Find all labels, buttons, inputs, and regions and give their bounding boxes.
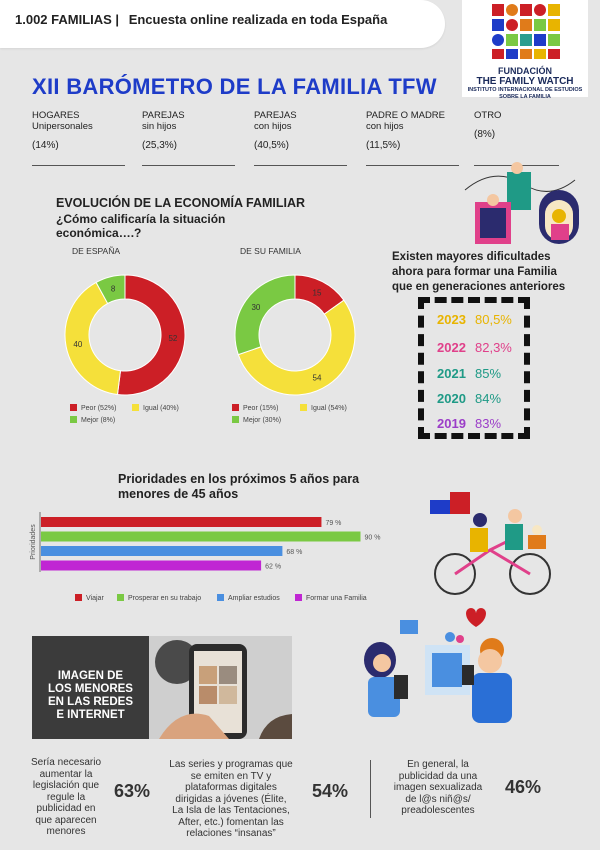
household-pct: (25,3%) [142, 140, 178, 151]
stat-text-l6: After, etc.) fomentan las [178, 816, 284, 828]
year-value: 84% [475, 391, 502, 406]
survey-description: Encuesta online realizada en toda España [128, 12, 388, 27]
divider [32, 165, 125, 166]
household-type [142, 110, 252, 151]
household-label: OTRO [474, 110, 502, 121]
logo-line3: INSTITUTO INTERNACIONAL DE ESTUDIOS [467, 87, 583, 93]
stat-text-l2: publicidad da una [398, 770, 478, 782]
legend-item [300, 404, 347, 412]
legend-item [232, 404, 278, 412]
stat-text-l5: preadolescentes [401, 805, 475, 816]
economy-title: EVOLUCIÓN DE LA ECONOMÍA FAMILIAR [56, 196, 306, 210]
donut-title-spain: DE ESPAÑA [72, 246, 121, 256]
legend-swatch [132, 404, 139, 411]
legend-item [232, 416, 281, 424]
minors-box-l3: EN LAS REDES [48, 696, 133, 708]
minors-box-l4: E INTERNET [56, 709, 125, 721]
household-sublabel: sin hijos [142, 121, 177, 132]
stat-text-l1: En general, la [407, 759, 469, 770]
legend-item [295, 594, 367, 602]
household-type [32, 110, 142, 151]
year-label: 2023 [437, 312, 466, 327]
divider [254, 165, 347, 166]
legend-item [70, 416, 115, 424]
stat-percentage: 63% [114, 781, 151, 801]
legend-label: Prosperar en su trabajo [128, 595, 202, 602]
legend-item [75, 594, 104, 602]
social-media-illustration [350, 605, 530, 740]
household-sublabel: con hijos [254, 121, 292, 132]
household-pct: (14%) [32, 140, 59, 151]
stat-block [22, 757, 110, 838]
legend-item [217, 594, 280, 602]
logo [462, 0, 588, 100]
household-pct: (11,5%) [366, 140, 401, 151]
legend-swatch [300, 404, 307, 411]
year-row [437, 416, 501, 431]
minors-box-text [32, 670, 149, 722]
family-illustration [455, 160, 585, 250]
bar-value-label: 90 % [364, 534, 381, 542]
bar-formar-una-familia [41, 561, 261, 571]
household-label: PADRE O MADRE [366, 110, 446, 121]
household-label: HOGARES [32, 110, 80, 121]
page-title: XII BARÓMETRO DE LA FAMILIA TFW [32, 74, 437, 99]
minors-image-box [32, 636, 149, 739]
bar-value-label: 68 % [286, 549, 303, 556]
stat-text-l7: relaciones “insanas” [186, 828, 276, 839]
stat-text-l2: aumentar la [39, 768, 93, 780]
donut-title-family: DE SU FAMILIA [240, 246, 301, 256]
logo-line1: FUNDACIÓN [498, 66, 552, 76]
legend-item [132, 404, 179, 412]
minors-box-l2: LOS MENORES [48, 683, 133, 695]
logo-line4: SOBRE LA FAMILIA [499, 94, 551, 100]
stat-text-l3: legislación que [32, 780, 100, 791]
stat-text-l6: que aparecen [35, 814, 97, 826]
household-type [474, 110, 584, 140]
legend-swatch [295, 594, 302, 601]
household-pct: (40,5%) [254, 140, 290, 151]
bar-value-label: 62 % [265, 563, 282, 571]
year-row [437, 366, 501, 381]
legend-swatch [75, 594, 82, 601]
legend-swatch [232, 416, 239, 423]
year-row [437, 340, 512, 355]
donut-value-label: 40 [73, 339, 83, 349]
legend-item [70, 404, 116, 412]
stat-percentage: 46% [505, 777, 542, 797]
legend-label: Igual (40%) [143, 405, 179, 412]
donut-chart-spain [55, 265, 195, 405]
household-type [254, 110, 364, 151]
donut-value-label: 52 [168, 334, 178, 344]
year-value: 85% [475, 366, 502, 381]
logo-mosaic-icon [462, 0, 588, 62]
stat-text-l4: regule la [46, 791, 86, 803]
legend-swatch [217, 594, 224, 601]
legend-item [117, 594, 201, 602]
legend-label: Peor (15%) [243, 405, 279, 412]
year-value: 83% [475, 416, 502, 431]
priorities-title-l1: Prioridades en los próximos 5 años para [118, 472, 360, 486]
bicycle-illustration [420, 480, 570, 600]
legend-swatch [70, 404, 77, 411]
year-row [437, 312, 512, 327]
divider [370, 760, 371, 818]
minors-box-l1: IMAGEN DE [57, 670, 124, 682]
year-label: 2019 [437, 416, 466, 431]
logo-line2: THE FAMILY WATCH [476, 76, 574, 87]
stat-block [158, 759, 304, 840]
stat-percentage: 54% [312, 781, 349, 801]
legend-swatch [70, 416, 77, 423]
difficulties-title-l2: ahora para formar una Familia [392, 266, 557, 278]
year-label: 2021 [437, 366, 466, 381]
stat-text-l3: imagen sexualizada [393, 782, 483, 793]
household-label: PAREJAS [254, 110, 297, 121]
donut-value-label: 15 [312, 288, 322, 298]
bar-prosperar-en-su-trabajo [41, 532, 361, 542]
legend-label: Mejor (30%) [243, 417, 282, 424]
stat-text-l4: de l@s niñ@s/ [405, 793, 471, 805]
year-row [437, 391, 501, 406]
year-value: 82,3% [475, 340, 512, 355]
stat-text-l1: Las series y programas que [169, 759, 293, 770]
stat-text-l3: plataformas digitales [185, 782, 277, 793]
difficulties-title-l3: que en generaciones anteriores [392, 281, 566, 293]
phone-photo [149, 636, 292, 739]
legend-label: Igual (54%) [311, 405, 347, 412]
divider [366, 165, 459, 166]
economy-question-l1: ¿Cómo calificaría la situación [56, 212, 226, 226]
families-count: 1.002 FAMILIAS | [15, 12, 120, 27]
bar-viajar [41, 517, 321, 527]
legend-label: Formar una Familia [306, 595, 367, 602]
year-label: 2020 [437, 391, 466, 406]
legend-label: Viajar [86, 595, 104, 602]
year-label: 2022 [437, 340, 466, 355]
household-label: PAREJAS [142, 110, 185, 121]
stat-text-l5: La Isla de las Tentaciones, [172, 805, 290, 816]
economy-question-l2: económica….? [56, 226, 142, 240]
legend-swatch [232, 404, 239, 411]
stat-text-l1: Sería necesario [30, 757, 102, 768]
difficulties-title-l1: Existen mayores dificultades [392, 251, 551, 263]
donut-chart-family [225, 265, 365, 405]
donut-slice-mejor [235, 275, 295, 355]
divider [142, 165, 235, 166]
donut-value-label: 30 [251, 303, 261, 313]
donut-value-label: 54 [312, 373, 322, 383]
stat-text-l4: dirigidas a jóvenes (Élite, [175, 793, 287, 805]
household-type [366, 110, 476, 151]
legend-swatch [117, 594, 124, 601]
header-text [15, 12, 387, 27]
bar-ampliar-estudios [41, 546, 282, 556]
priorities-bar-chart [28, 510, 428, 580]
household-sublabel: Unipersonales [32, 121, 93, 132]
stat-text-l7: menores [46, 826, 86, 837]
bar-ylabel: Prioridades [30, 524, 37, 560]
bar-value-label: 79 % [325, 520, 342, 527]
legend-label: Mejor (8%) [81, 417, 116, 424]
legend-label: Peor (52%) [81, 405, 117, 412]
stat-text-l2: se emiten en TV y [190, 770, 272, 782]
year-value: 80,5% [475, 312, 512, 327]
priorities-title-l2: menores de 45 años [118, 487, 239, 501]
household-sublabel: con hijos [366, 121, 404, 132]
household-pct: (8%) [474, 129, 496, 140]
stat-block [378, 759, 498, 817]
stat-text-l5: publicidad en [36, 803, 96, 814]
legend-label: Ampliar estudios [228, 595, 280, 602]
donut-value-label: 8 [110, 284, 116, 294]
